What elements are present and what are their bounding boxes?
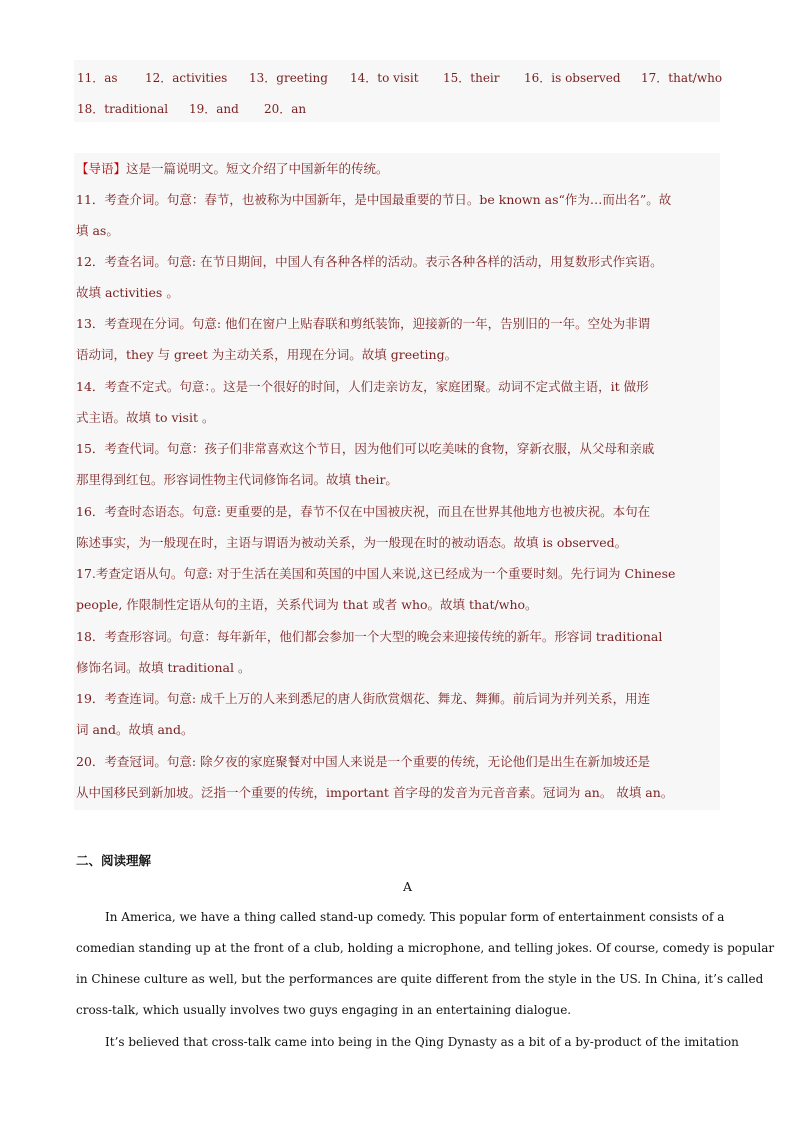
analysis-line: 12．考查名词。句意: 在节日期间，中国人有各种各样的活动。表示各种各样的活动，用复数形式作宾语。 <box>76 254 663 269</box>
answer-14: 14．to visit <box>350 71 419 85</box>
passage-line: in Chinese culture as well, but the performances are quite different from the style in the US. In China, it’s called <box>76 972 764 986</box>
answer-15: 15．their <box>443 71 500 85</box>
guide-line <box>76 160 389 178</box>
analysis-line: 13．考查现在分词。句意: 他们在窗户上贴春联和剪纸装饰，迎接新的一年，告别旧的一年。空处为非谓 <box>76 316 651 331</box>
passage-line: comedian standing up at the front of a club, holding a microphone, and telling jokes. Of course, comedy is popular <box>76 941 775 955</box>
analysis-line: 故填 activities 。 <box>76 285 179 300</box>
answer-12: 12．activities <box>145 71 228 85</box>
analysis-line: people, 作限制性定语从句的主语，关系代词为 that 或者 who。故填 that/who。 <box>76 597 538 612</box>
guide-tag: 【导语】 <box>76 161 127 176</box>
section-title: 二、阅读理解 <box>76 853 152 868</box>
analysis-line: 20．考查冠词。句意: 除夕夜的家庭聚餐对中国人来说是一个重要的传统，无论他们是出生在新加坡还是 <box>76 754 651 769</box>
analysis-line: 17.考查定语从句。句意: 对于生活在美国和英国的中国人来说,这已经成为一个重要时刻。先行词为 Chinese <box>76 566 676 581</box>
analysis-line: 16．考查时态语态。句意: 更重要的是，春节不仅在中国被庆祝，而且在世界其他地方也被庆祝。本句在 <box>76 504 651 519</box>
answer-13: 13．greeting <box>249 71 328 85</box>
answer-key <box>74 60 723 122</box>
analysis-line: 18．考查形容词。句意：每年新年，他们都会参加一个大型的晚会来迎接传统的新年。形容词 traditional <box>76 629 663 644</box>
analysis-line: 那里得到红包。形容词性物主代词修饰名词。故填 their。 <box>76 472 398 487</box>
answer-16: 16．is observed <box>524 71 621 85</box>
analysis-line: 陈述事实，为一般现在时，主语与谓语为被动关系，为一般现在时的被动语态。故填 is observed。 <box>76 535 628 550</box>
analysis-line: 从中国移民到新加坡。泛指一个重要的传统，important 首字母的发音为元音音素。冠词为 an。 故填 an。 <box>76 785 674 800</box>
analysis-line: 15．考查代词。句意：孩子们非常喜欢这个节日，因为他们可以吃美味的食物，穿新衣服，从父母和亲戚 <box>76 441 655 456</box>
guide-text: 这是一篇说明文。短文介绍了中国新年的传统。 <box>126 161 389 176</box>
answer-19: 19．and <box>189 102 239 116</box>
analysis-line: 14．考查不定式。句意：。这是一个很好的时间，人们走亲访友，家庭团聚。动词不定式做主语，it 做形 <box>76 379 649 394</box>
answer-11: 11．as <box>77 71 118 85</box>
analysis-line: 填 as。 <box>76 223 119 238</box>
answer-17: 17．that/who <box>641 71 723 85</box>
analysis-block <box>74 153 720 810</box>
passage-line: It’s believed that cross-talk came into being in the Qing Dynasty as a bit of a by-product of the imitation <box>105 1035 739 1049</box>
passage-letter: A <box>403 879 413 894</box>
analysis-line: 语动词，they 与 greet 为主动关系，用现在分词。故填 greeting。 <box>76 347 458 362</box>
analysis-line: 修饰名词。故填 traditional 。 <box>76 660 251 675</box>
passage-line: In America, we have a thing called stand-up comedy. This popular form of entertainment consists of a <box>105 910 725 924</box>
answer-18: 18．traditional <box>77 102 169 116</box>
passage-line: cross-talk, which usually involves two guys engaging in an entertaining dialogue. <box>76 1003 572 1017</box>
analysis-line: 式主语。故填 to visit 。 <box>76 410 215 425</box>
answer-20: 20．an <box>264 102 307 116</box>
analysis-line: 19．考查连词。句意: 成千上万的人来到悉尼的唐人街欣赏烟花、舞龙、舞狮。前后词为并列关系，用连 <box>76 691 651 706</box>
analysis-line: 词 and。故填 and。 <box>76 722 194 737</box>
analysis-line: 11．考查介词。句意：春节，也被称为中国新年，是中国最重要的节日。be known as“作为…而出名”。故 <box>76 192 672 207</box>
